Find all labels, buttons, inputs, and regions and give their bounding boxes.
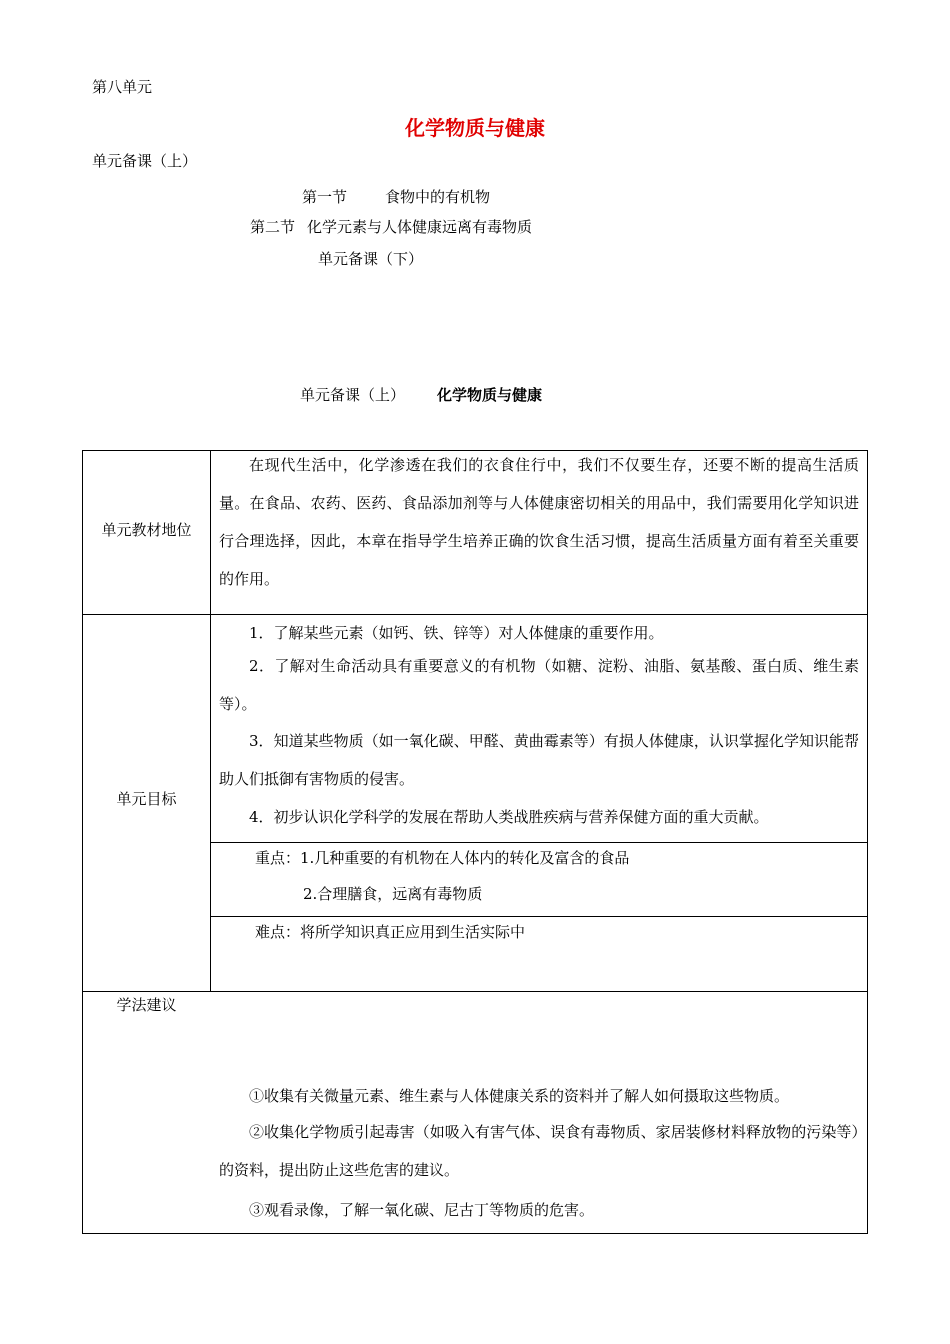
toc-section-2-title: 化学元素与人体健康远离有毒物质 [307,218,533,236]
unit-plan-table [82,450,868,1234]
method-item-2: ②收集化学物质引起毒害（如吸入有害气体、误食有毒物质、家居装修材料释放物的污染等）的资料，提出防止这些危害的建议。 [219,1123,859,1179]
toc-lower: 单元备课（下） [318,250,424,268]
section-heading [300,384,542,405]
toc-section-1 [302,186,490,207]
goal-item-4: 4．初步认识化学科学的发展在帮助人类战胜疾病与营养保健方面的重大贡献。 [249,808,769,826]
unit-label: 第八单元 [92,78,153,96]
difficulty-point: 难点：将所学知识真正应用到生活实际中 [255,923,526,941]
label-unit-goals: 单元目标 [116,790,177,808]
table-row-divider [210,842,867,843]
table-row-divider [83,991,867,992]
section-heading-title: 化学物质与健康 [437,386,543,404]
method-item-3: ③观看录像，了解一氧化碳、尼古丁等物质的危害。 [249,1201,595,1219]
toc-section-2 [250,216,532,237]
table-row-divider [210,916,867,917]
toc-upper: 单元备课（上） [92,152,198,170]
table-column-divider [210,451,211,991]
key-point-1: 重点：1.几种重要的有机物在人体内的转化及富含的食品 [255,849,630,867]
goal-item-1: 1．了解某些元素（如钙、铁、锌等）对人体健康的重要作用。 [249,624,664,642]
toc-section-1-title: 食物中的有机物 [385,188,491,206]
label-unit-position: 单元教材地位 [101,521,192,539]
unit-position-text: 在现代生活中，化学渗透在我们的衣食住行中，我们不仅要生存，还要不断的提高生活质量。在食品、农药、医药、食品添加剂等与人体健康密切相关的用品中，我们需要用化学知识进行合理选择，因此，本章在指导学生培养正确的饮食生活习惯，提高生活质量方面有着至关重要的作用。 [219,456,859,588]
page-title: 化学物质与健康 [405,116,545,140]
toc-section-2-number: 第二节 [250,218,296,236]
section-heading-part: 单元备课（上） [300,386,406,404]
goal-item-2: 2．了解对生命活动具有重要意义的有机物（如糖、淀粉、油脂、氨基酸、蛋白质、维生素等）。 [219,657,859,713]
label-study-methods: 学法建议 [116,996,177,1014]
method-item-1: ①收集有关微量元素、维生素与人体健康关系的资料并了解人如何摄取这些物质。 [249,1087,790,1105]
key-point-2: 2.合理膳食，远离有毒物质 [303,885,483,903]
goal-item-3: 3．知道某些物质（如一氧化碳、甲醛、黄曲霉素等）有损人体健康，认识掌握化学知识能帮助人们抵御有害物质的侵害。 [219,732,859,788]
toc-section-1-number: 第一节 [302,188,348,206]
